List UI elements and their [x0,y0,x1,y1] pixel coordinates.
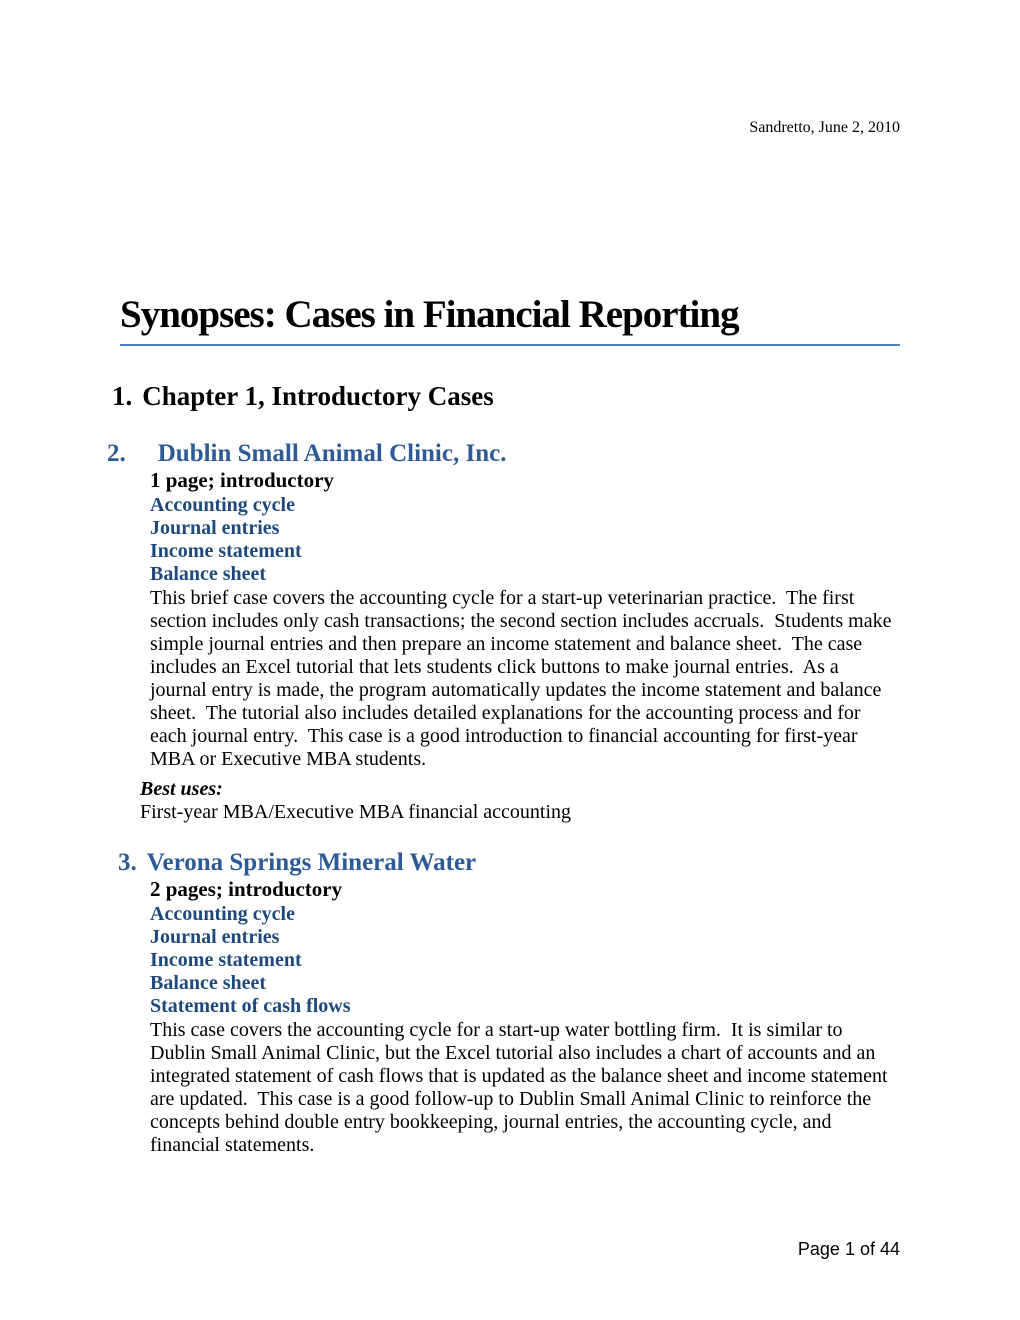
chapter-heading [112,380,900,412]
topic-item: Journal entries [150,926,280,948]
best-uses-text: First-year MBA/Executive MBA financial accounting [140,801,572,823]
chapter-number: 1. [112,381,133,411]
topic-item: Balance sheet [150,972,267,994]
case-title: Dublin Small Animal Clinic, Inc. [157,440,507,467]
topic-item: Statement of cash flows [150,995,351,1017]
chapter-title: Chapter 1, Introductory Cases [142,381,494,411]
topic-item: Income statement [150,949,302,971]
case-title: Verona Springs Mineral Water [146,849,477,876]
header-date: Sandretto, June 2, 2010 [749,119,900,136]
case-section-dublin [107,439,900,824]
topic-list [150,903,900,1018]
case-synopsis: This case covers the accounting cycle for a start-up water bottling firm. It is similar to Dublin Small Animal Clinic, but the Excel tutorial also includes a chart of accounts and an integrated statement of cash flows that is updated as the balance sheet and income statement are updated. This case is a good follow-up to Dublin Small Animal Clinic to reinforce the concepts behind double entry bookkeeping, journal entries, the accounting cycle, and financial statements. [150,1019,893,1156]
topic-item: Accounting cycle [150,494,295,516]
case-synopsis: This brief case covers the accounting cycle for a start-up veterinarian practice. The first section includes only cash transactions; the second section includes accruals. Students make simple journal entries and then prepare an income statement and balance sheet. The case includes an Excel tutorial that lets students click buttons to make journal entries. As a journal entry is made, the program automatically updates the income statement and balance sheet. The tutorial also includes detailed explanations for the accounting process and for each journal entry. This case is a good introduction to financial accounting for first-year MBA or Executive MBA students. [150,587,897,770]
case-heading [107,439,900,469]
page-title: Synopses: Cases in Financial Reporting [120,292,900,346]
case-section-verona [120,848,900,1157]
document-body [107,0,900,1157]
best-uses-label: Best uses: [140,778,223,800]
topic-item: Accounting cycle [150,903,295,925]
case-length-line: 1 page; introductory [150,468,334,492]
topic-item: Income statement [150,540,302,562]
case-heading [118,848,900,878]
case-length-line: 2 pages; introductory [150,877,343,901]
page-footer: Page 1 of 44 [797,1239,900,1259]
topic-item: Balance sheet [150,563,267,585]
topic-list [150,494,900,586]
case-number: 2. [107,440,126,467]
case-number: 3. [118,849,137,876]
topic-item: Journal entries [150,517,280,539]
